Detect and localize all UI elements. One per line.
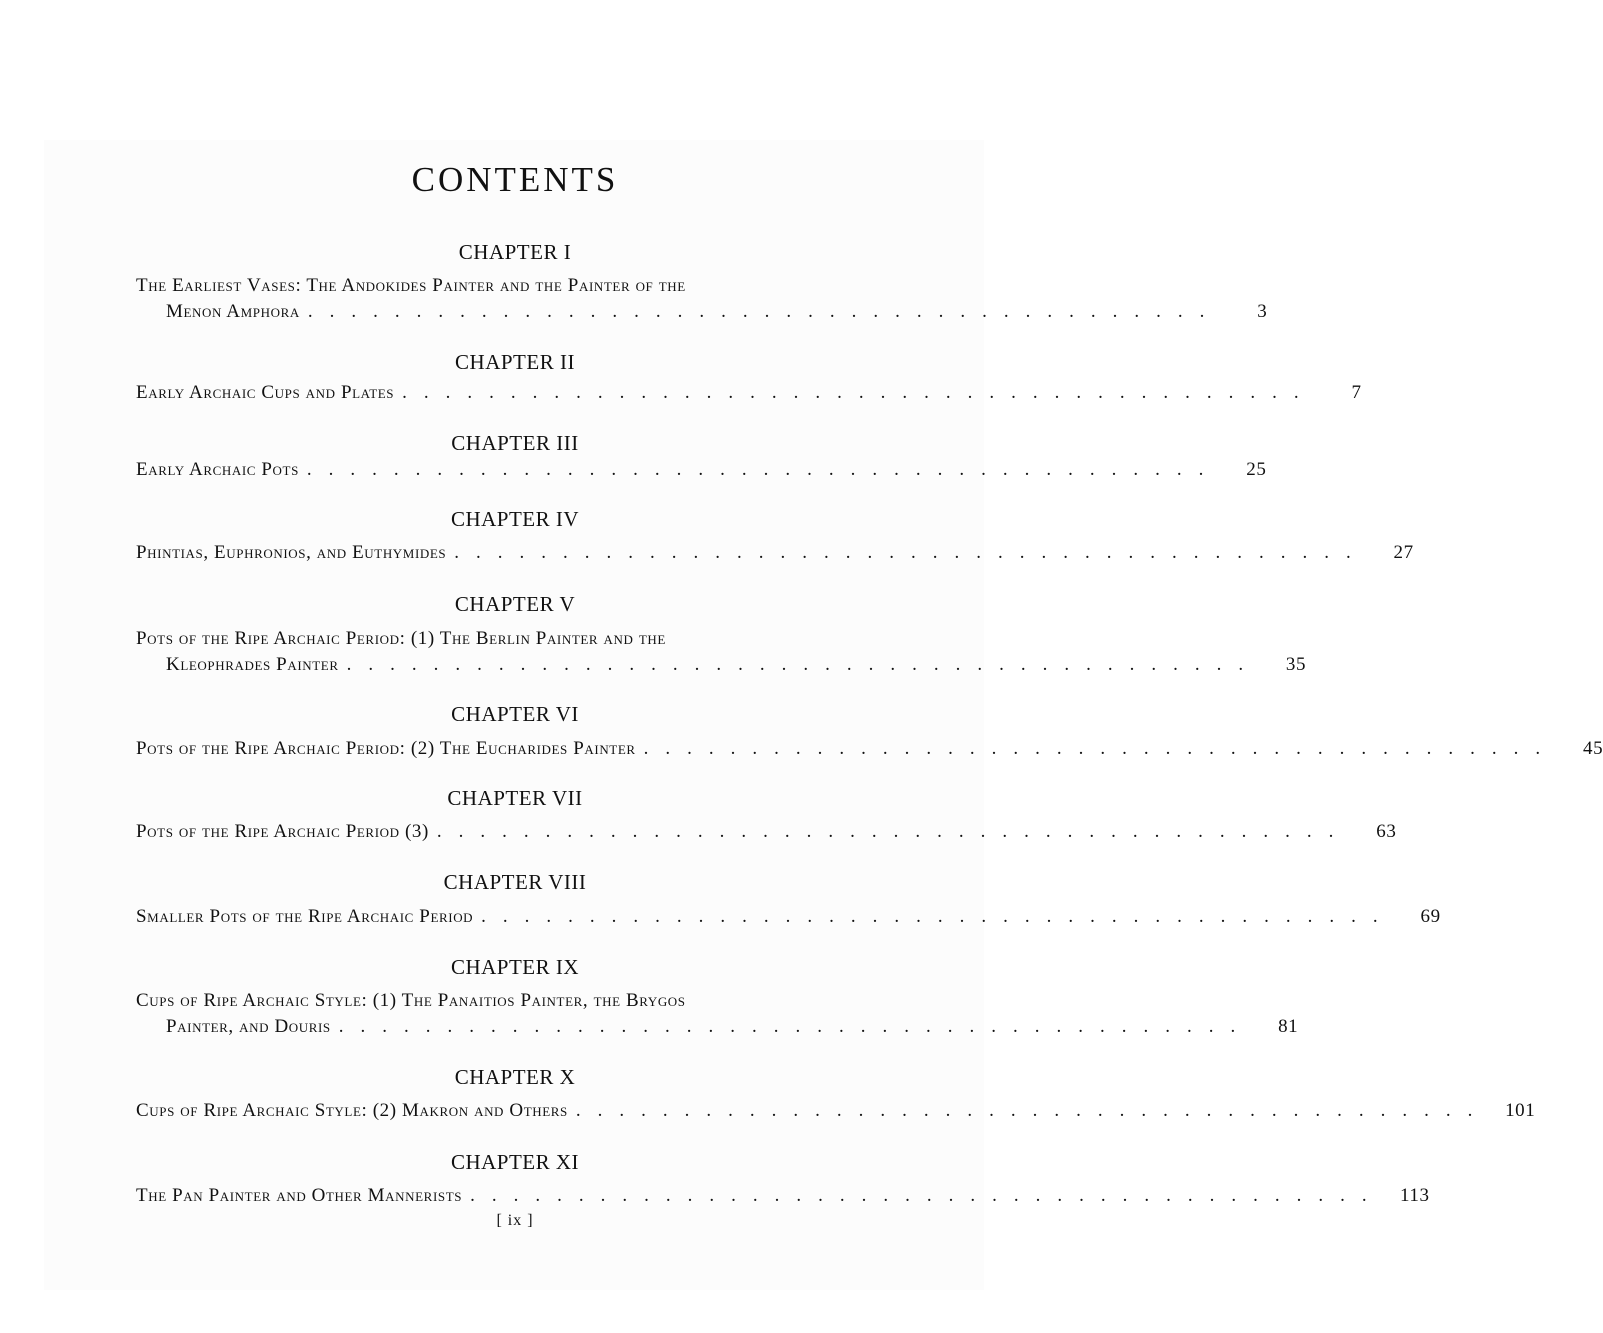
page-number: 45 [1582, 738, 1603, 759]
chapter-heading: CHAPTER IV [450, 507, 580, 531]
entry-title-line: Pots of the Ripe Archaic Period: (1) The Berlin Painter and the [136, 628, 666, 649]
chapter-heading: CHAPTER V [454, 592, 576, 616]
page-number: 3 [1257, 301, 1268, 322]
dot-leader: .......................................... [338, 1016, 1253, 1037]
dot-leader: .......................................... [575, 1100, 1490, 1121]
toc-entry[interactable] [136, 1098, 1536, 1124]
toc-entry[interactable] [136, 540, 1414, 566]
entry-title-continuation: Kleophrades Painter [166, 654, 339, 675]
entry-title-continuation: Menon Amphora [166, 301, 300, 322]
dot-leader: .......................................... [481, 906, 1395, 927]
entry-title-line: Cups of Ripe Archaic Style: (1) The Panaitios Painter, the Brygos [136, 990, 686, 1011]
page-number: 81 [1278, 1016, 1299, 1037]
entry-title: Early Archaic Cups and Plates [136, 382, 395, 403]
entry-title: Smaller Pots of the Ripe Archaic Period [136, 906, 474, 927]
page-number: 63 [1376, 821, 1397, 842]
chapter-heading: CHAPTER X [454, 1065, 576, 1089]
chapter-heading: CHAPTER VIII [443, 870, 587, 894]
dot-leader: .......................................... [454, 542, 1368, 563]
page-number: 27 [1393, 542, 1414, 563]
toc-entry[interactable] [136, 273, 1268, 325]
dot-leader: .......................................... [346, 654, 1261, 675]
toc-entry[interactable] [136, 1183, 1430, 1209]
toc-entry[interactable] [136, 904, 1441, 930]
entry-title-line: The Earliest Vases: The Andokides Painter and the Painter of the [136, 275, 686, 296]
dot-leader: .......................................... [306, 459, 1221, 480]
page-number: 101 [1505, 1100, 1536, 1121]
chapter-heading: CHAPTER VII [447, 786, 583, 810]
dot-leader: .......................................... [402, 382, 1316, 403]
entry-title: Phintias, Euphronios, and Euthymides [136, 542, 447, 563]
toc-entry[interactable] [136, 736, 1603, 762]
chapter-heading: CHAPTER II [455, 350, 575, 374]
chapter-heading: CHAPTER IX [450, 955, 580, 979]
page-number: 35 [1285, 654, 1307, 675]
entry-title: Cups of Ripe Archaic Style: (2) Makron and Others [136, 1100, 568, 1121]
toc-entry[interactable] [136, 380, 1362, 406]
toc-entry[interactable] [136, 457, 1267, 483]
entry-title: Early Archaic Pots [136, 459, 299, 480]
toc-entry[interactable] [136, 988, 1299, 1040]
entry-title-continuation: Painter, and Douris [166, 1016, 331, 1037]
page-number: 113 [1399, 1185, 1430, 1206]
entry-title: Pots of the Ripe Archaic Period (3) [136, 821, 429, 842]
page-folio: [ ix ] [496, 1212, 534, 1229]
page-title: CONTENTS [411, 160, 619, 199]
toc-entry[interactable] [136, 819, 1397, 845]
page-number: 7 [1351, 382, 1362, 403]
dot-leader: .......................................... [307, 301, 1222, 322]
chapter-heading: CHAPTER XI [450, 1150, 580, 1174]
dot-leader: .......................................... [470, 1185, 1384, 1206]
dot-leader: .......................................... [643, 738, 1558, 759]
chapter-heading: CHAPTER III [451, 431, 579, 455]
page-number: 69 [1420, 906, 1441, 927]
page-number: 25 [1246, 459, 1267, 480]
entry-title: Pots of the Ripe Archaic Period: (2) The Eucharides Painter [136, 738, 636, 759]
chapter-heading: CHAPTER I [458, 240, 572, 264]
chapter-heading: CHAPTER VI [451, 702, 579, 726]
dot-leader: .......................................... [436, 821, 1351, 842]
toc-entry[interactable] [136, 626, 1307, 678]
entry-title: The Pan Painter and Other Mannerists [136, 1185, 463, 1206]
